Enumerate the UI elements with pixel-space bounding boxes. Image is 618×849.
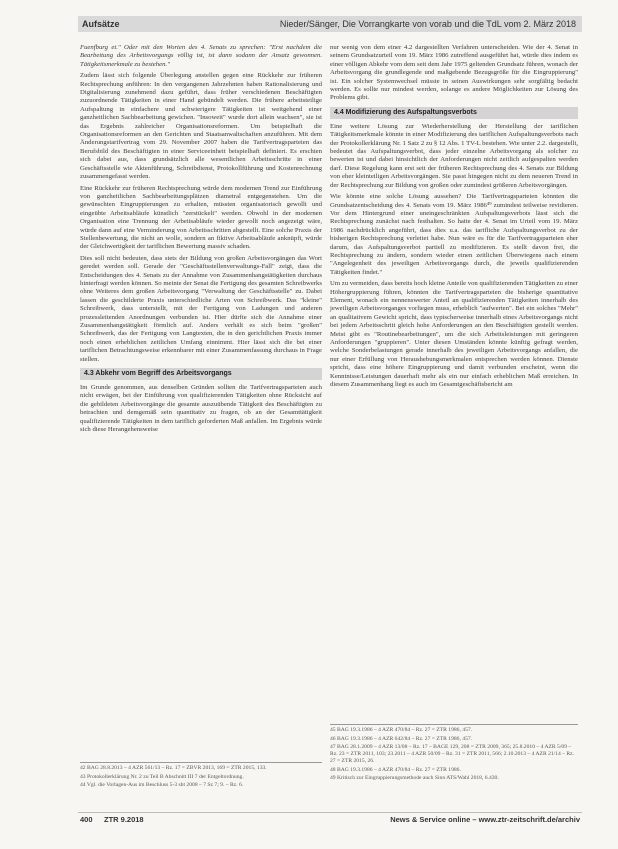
archive-link[interactable]: News & Service online – www.ztr-zeitschrift.de/archiv	[390, 815, 580, 824]
page-footer	[78, 812, 582, 825]
footnote: 45 BAG 19.3.1986 – 4 AZR 470/84 – Rz. 27 = ZTR 1986, 457.	[330, 727, 473, 733]
paragraph: Um zu vermeiden, dass bereits hoch kleine Anteile von qualifizierenden Tätigkeiten zu einer Höhergruppierung führen, könnten die Tarifvertragsparteien die bisherige quantitative Element, wonach ein nennenswerter Anteil an qualifizierenden Tätigkeiten innerhalb des jeweiligen Arbeitsvorganges vorliegen muss, erheblich "aufwerten". Bei ein solches "Mehr" an qualitativem Gewicht spricht, dass typischerweise innerhalb eines Arbeitsvorgangs nicht bei jedem Arbeitsschritt gleich hohe Anforderungen an den Beschäftigten gestellt werden. Meist gibt es "Routinebearbeitungen", um die sich Arbeitsleistungen mit geringeren Anforderungen "gruppieren". Unter diesen Umständen könnte künftig gefragt werden, welche Sonderbelastungen gerade innerhalb des jeweiligen Arbeitsvorgangs anfallen, die nur einer Erfüllung von Heraushebungsmerkmalen entsprechen werden können. Dienste spricht, dass eine höhere Eingruppierung und damit verbunden erscheint, wenn die Kenntnisse/Leistungen dauerhaft mehr als ein nur einfach erheblichen Maß erreichen. In diesem Zusammenhang liegt es auch im Gesamtgeschäftsbericht am	[330, 280, 578, 389]
footnote: 48 BAG 19.3.1986 – 4 AZR 470/84 – Rz. 27 = ZTR 1986.	[330, 766, 461, 773]
section-heading-4-3: 4.3 Abkehr vom Begriff des Arbeitsvorgangs	[80, 368, 322, 380]
paragraph: Wie könnte eine solche Lösung aussehen? Die Tarifvertragsparteien könnten die Grundsatzentscheidung des 4. Senats vom 19. März 1986⁴⁹ zumindest teilweise revidieren. Vor dem Hintergrund einer uneingeschränkten Aufspaltungsverbots lässt sich die Rechtsprechung zunächst nach festhalten. So hatte der 4. Senat im Urteil vom 19. März 1986 nachdrücklich angeführt, dass dies u.a. das tarifliche Aufspaltungsverbot zu der bisherigen Rechtsprechung verleitet habe. Nun wäre es für die Tarifvertragsparteien eher darum, das Aufspaltungsverbot partiell zu modifizieren. Es stellt davon frei, die Rechtsprechung zu ändern, sondern wieder einen zeitlichen Überwiegens nach einem "Angelegenheit des jeweiligen Arbeitsvorgangs durch, die jeweils qualifizierenden Tätigkeiten findet."	[330, 193, 578, 276]
header-section-label: Aufsätze	[82, 19, 120, 29]
running-header	[78, 16, 582, 32]
paragraph: Zudem lässt sich folgende Überlegung anstellen gegen eine Rückkehr zur früheren Rechtsprechung anführen: In den vergangenen Jahrzehnten haben Rationalisierung und Digitalisierung zunehmend dazu geführt, dass früher verschiedenen Beschäftigten zuzuordnende Tätigkeiten in einer Hand gebündelt werden. Die frühere arbeitsteilige Aufspaltung in einfachere und schwierigere Tätigkeiten ist weitgehend einer ganzheitlichen Sachbearbeitung gewichen. "Insoweit" wurde dort allein wachsen", sie ist das Ergebnis zahlreicher Organisationsreformen. Um beispielhaft die Organisationsreformen an den Gerichten und Staatsanwaltschaften anzuführen. Mit dem Änderungstarifvertrag vom 29. November 2007 haben die Tarifvertragsparteien das Berufsbild des Beschäftigten in einer Serviceeinheit beispielhaft definiert. Es erschien sich dabei aus, dass grundsätzlich alle wesentlichen Arbeitsschritte in einer Geschäftsstelle wie Aktenführung, Schreibdienst, Protokollführung und Kostenrechnung zusammengefasst werden.	[80, 72, 322, 181]
footnote: 49 Kritisch zur Eingruppierungsmethode auch Sinn ATS/Wahl 2018, 6.430.	[330, 775, 499, 781]
footnotes-right	[330, 724, 578, 784]
paragraph: Im Grunde genommen, aus denselben Gründen sollten die Tarifvertragsparteien auch nicht erwägen, bei der Einführung von qualifizierenden Tätigkeiten ohne Rücksicht auf die gebildeten Arbeitsvorgänge die gesamte auszuübende Tätigkeit des Beschäftigten zu betrachten und demgemäß sein quantitativ zu fragen, ob an der Gesamttätigkeit qualifizierende Tätigkeiten in dem tariflich geforderten Maß anfallen. Im Ergebnis würde sich diese Herangehensweise	[80, 384, 322, 434]
header-article-title: Nieder/Sänger, Die Vorrangkarte von vorab und die TdL vom 2. März 2018	[279, 19, 576, 29]
footnotes-left	[80, 762, 322, 791]
paragraph: Eine Rückkehr zur früheren Rechtsprechung würde dem modernen Trend zur Einführung von ganzheitlichen Sachbearbeitungsplätzen diametral entgegenstehen. Um die gewünschten Eingruppierungen zu erhalten, müssten organisatorisch gewollt und eingeübte Arbeitsabläufe künstlich "zerstückelt" werden. Obwohl in der modernen Organisation eine Trennung der Arbeitsabläufe wieder gewollt noch angezeigt wäre, würde dann auf eine Verminderung von Arbeitsschritten abgestellt. Eine solche Praxis der Stellenbewertung, die nicht an wolle, sondern an fiktive Arbeitsabläufe anknüpft, würde der Gleichwertigkeit der tariflichen Bewertung massiv schaden.	[80, 184, 322, 251]
paragraph: Eine weitere Lösung zur Wiederherstellung der Herstellung der tariflichen Tätigkeitsmerkmale könnte in einer Modifizierung des tariflichen Aufspaltungsverbots nach der Protokollerklärung Nr. 1 Satz 2 zu § 12 Abs. 1 TV-L bestehen. Wie unter 2.2. dargestellt, bedeutet das Aufspaltungsverbot, dass jeder einzelne Arbeitsvorgang als solcher zu bewerten ist und dabei hinsichtlich der Anforderungen nicht zeitlich aufgespalten werden darf. Diese Regelung kann erst seit der früheren Rechtsprechung des 4. Senats zur Bildung von eher kleinteiligen Arbeitsvorgängen. Sie passt hingegen nicht zu dem neueren Trend in der Rechtsprechung zur Bildung von großen oder zumindest größeren Arbeitsvorgängen.	[330, 122, 578, 189]
paragraph: Dies soll nicht bedeuten, dass stets der Bildung von großen Arbeitsvorgängen das Wort geredet werden soll. Gerade der "Geschäftsstellenverwaltungs-Fall" zeigt, dass die Entscheidungen des 4. Senats zu der Annahme von Zusammenhangstätigkeiten durchaus hinterfragt werden können. So meinte der Senat die Fertigung des gesamten Schreibwerks ohne Weiteres dem großen Arbeitsvorgang "Verwaltung der Geschäftsstelle" zu. Dabei lassen die geschilderte Praxis unterschiedliche Arten von Schreibwerk. Das "kleine" Schreibwerk, dass unterstellt, mit der Fertigung von Ladungen und anderen prozessleitenden Anordnungen verbunden ist. Hier dürfte sich die Annahme einer Zusammenhangstätigkeit förmlich auf. Anders verhält es sich beim "großen" Schreibwerk, das der Fertigung von Langtexten, die in den gerichtlichen Praxis immer noch einen erheblichen zeitlichen Umfang einnimmt. Hier lässt sich die bei einer tariflichen Betrachtungsweise erkennbarer mit einer Zusammenfassung durchaus in Frage stellen.	[80, 254, 322, 363]
footnote: 44 Vgl. die Vorlagen-Aus im Beschluss 5-3 sbt 2008 – 7 Sz 7; 9. – Rz. 6.	[80, 782, 244, 788]
right-column	[330, 44, 578, 392]
left-column	[80, 44, 322, 437]
footnote: 47 BAG 28.1.2009 – 4 AZR 13/08 – Rz. 17 – BAGE 129, 208 = ZTR 2009, 365; 25.8.2010 – 4 AZR 5/09 – Rz. 23 = ZTR 2011, 103; 23.2011 – 4 AZR 50/09 – Rz. 31 = ZTR 2011, 566; 2.10.2013 – 4 AZR 21/14 – Rz. 27 = ZTR 2015, 26.	[330, 744, 575, 764]
page-number: 400	[80, 815, 93, 824]
section-heading-4-4: 4.4 Modifizierung des Aufspaltungsverbots	[330, 107, 578, 119]
journal-issue: ZTR 9.2018	[104, 815, 144, 824]
paragraph: Fuenfburg et." Oder mit den Worten des 4. Senats zu sprechen: "Erst nachdem die Bearbeitung des Arbeitsvorgangs völlig ist, ist dann sodann der Ansatz gewonnen. Tätigkeitsmerkmale zu bestehen."	[80, 44, 322, 68]
paragraph: nur wenig von dem einer 4.2 dargestellten Verfahren unterscheiden. Wie der 4. Senat in seinem Grundsatzurteil vom 19. März 1986 zutreffend ausgeführt hat, würde dies indem es einer völligen Abkehr vom dem seit dem Jahr 1975 geltenden Grundsatz führen, wonach der Arbeitsvorgang die grundlegende und maßgebende Bezugsgröße für die Eingruppierung" ist. Ein solcher Systemwechsel müsste in seinen Auswirkungen sehr sorgfältig bedacht werden. Es sollte nur mindest werden, solange es andere Möglichkeiten zur Lösung des Problems gibt.	[330, 44, 578, 102]
footnote: 43 Protokollerklärung Nr. 2 zu Teil B Abschnitt III 7 der Entgeltordnung.	[80, 773, 244, 780]
footnote: 42 BAG 28.8.2013 – 4 AZR 561/13 – Rz. 17 = ZBVR 2013, 169 = ZTR 2015, 133.	[80, 765, 267, 771]
footnote: 46 BAG 19.3.1986 – 4 AZR 642/84 – Rz. 27 = ZTR 1986, 457.	[330, 735, 473, 742]
